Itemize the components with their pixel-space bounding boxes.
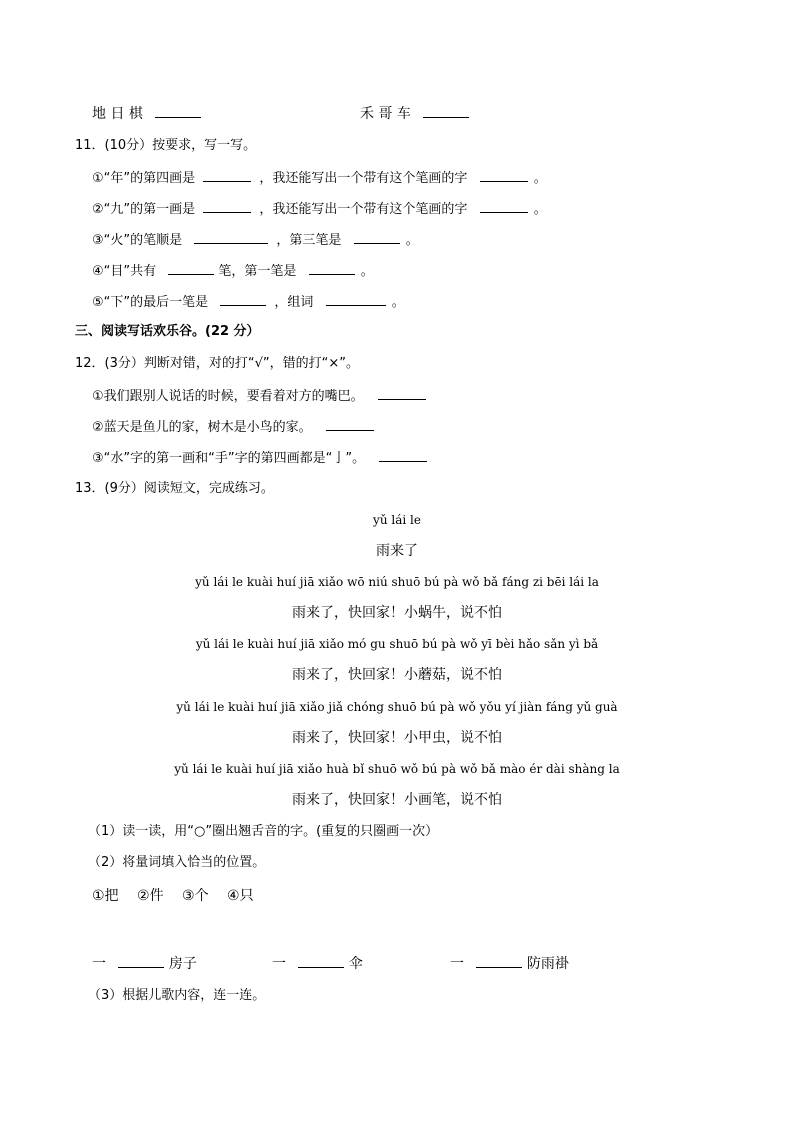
q11-item-2	[92, 198, 547, 220]
q10-left-chars	[92, 103, 201, 124]
option: ①把	[92, 888, 119, 904]
q13-sub3: （3）根据儿歌内容，连一连。	[88, 988, 266, 1003]
answer-blank[interactable]	[220, 291, 266, 306]
q11-title: 11．(10分）按要求，写一写。	[75, 138, 257, 153]
answer-blank[interactable]	[168, 260, 214, 275]
q11-item-text: ④“目”共有	[92, 264, 157, 279]
answer-blank[interactable]	[309, 260, 355, 275]
fill-item-1	[92, 953, 197, 974]
option: ③个	[182, 888, 209, 904]
answer-blank[interactable]	[378, 385, 426, 400]
q10-right-chars	[360, 103, 469, 124]
answer-blank[interactable]	[326, 416, 374, 431]
q12-item-2	[92, 416, 374, 438]
answer-blank[interactable]	[480, 167, 528, 182]
option: ②件	[137, 888, 164, 904]
q11-item-text: ，我还能写出一个带有这个笔画的字	[259, 202, 468, 217]
poem-line-pinyin: yǔ lái le kuài huí jiā xiǎo wō niú shuō bú pà wǒ bǎ fáng zi bēi lái la	[195, 575, 599, 589]
poem-title-pinyin: yǔ lái le	[373, 513, 421, 527]
q13-title: 13．(9分）阅读短文，完成练习。	[75, 481, 274, 496]
answer-blank[interactable]	[476, 953, 522, 968]
poem-line-pinyin: yǔ lái le kuài huí jiā xiǎo mó gu shuō bú pà wǒ yī bèi hǎo sǎn yì bǎ	[195, 637, 599, 651]
q12-item-3	[92, 447, 427, 469]
fill-post: 伞	[348, 956, 363, 972]
q11-item-4	[92, 260, 374, 282]
q11-item-text: 。	[533, 202, 547, 217]
poem-line: 雨来了，快回家！小画笔，说不怕	[292, 792, 502, 808]
q11-item-text: ，第三笔是	[276, 233, 342, 248]
fill-post: 防雨褂	[526, 956, 569, 972]
answer-blank[interactable]	[194, 229, 268, 244]
answer-blank[interactable]	[379, 447, 427, 462]
answer-blank[interactable]	[203, 198, 251, 213]
poem-title: 雨来了	[376, 543, 418, 559]
q11-item-text: 。	[391, 295, 405, 310]
option: ④只	[227, 888, 254, 904]
answer-blank[interactable]	[423, 103, 469, 118]
q11-item-3	[92, 229, 419, 251]
q13-sub1: （1）读一读，用“○”圈出翘舌音的字。(重复的只圈画一次）	[88, 824, 439, 839]
fill-item-2	[272, 953, 363, 974]
q11-item-text: ⑤“下”的最后一笔是	[92, 295, 209, 310]
q11-item-text: 。	[360, 264, 374, 279]
q13-sub2: （2）将量词填入恰当的位置。	[88, 855, 266, 870]
q11-item-1	[92, 167, 547, 189]
answer-blank[interactable]	[118, 953, 164, 968]
q12-item-1	[92, 385, 426, 407]
measure-word-options	[92, 886, 254, 906]
q11-item-text: ③“火”的笔顺是	[92, 233, 183, 248]
q11-item-text: ，组词	[274, 295, 314, 310]
q12-item-text: ①我们跟别人说话的时候，要看着对方的嘴巴。	[92, 389, 364, 404]
poem-line: 雨来了，快回家！小蜗牛，说不怕	[292, 605, 502, 621]
q11-item-text: 。	[405, 233, 419, 248]
q11-item-text: ①“年”的第四画是	[92, 171, 196, 186]
q12-item-text: ③“水”字的第一画和“手”字的第四画都是“亅”。	[92, 451, 366, 466]
q10-right-text: 禾 哥 车	[360, 106, 411, 122]
poem-line: 雨来了，快回家！小蘑菇，说不怕	[292, 667, 502, 683]
fill-post: 房子	[168, 956, 197, 972]
answer-blank[interactable]	[354, 229, 400, 244]
fill-item-3	[450, 953, 569, 974]
q11-item-text: 笔，第一笔是	[218, 264, 297, 279]
q11-item-5	[92, 291, 405, 313]
fill-pre: 一	[450, 956, 464, 972]
fill-pre: 一	[92, 956, 106, 972]
answer-blank[interactable]	[480, 198, 528, 213]
q11-item-text: 。	[533, 171, 547, 186]
q11-item-text: ，我还能写出一个带有这个笔画的字	[259, 171, 468, 186]
section-3-title: 三、阅读写话欢乐谷。(22 分）	[75, 324, 260, 339]
answer-blank[interactable]	[155, 103, 201, 118]
q12-item-text: ②蓝天是鱼儿的家，树木是小鸟的家。	[92, 420, 312, 435]
answer-blank[interactable]	[203, 167, 251, 182]
poem-line-pinyin: yǔ lái le kuài huí jiā xiǎo huà bǐ shuō wǒ bú pà wǒ bǎ mào ér dài shàng la	[174, 762, 620, 776]
q12-title: 12．(3分）判断对错，对的打“√”，错的打“×”。	[75, 356, 360, 371]
q10-left-text: 地 日 棋	[92, 106, 143, 122]
fill-pre: 一	[272, 956, 286, 972]
poem-line: 雨来了，快回家！小甲虫，说不怕	[292, 730, 502, 746]
poem-line-pinyin: yǔ lái le kuài huí jiā xiǎo jiǎ chóng shuō bú pà wǒ yǒu yí jiàn fáng yǔ guà	[176, 700, 618, 714]
answer-blank[interactable]	[326, 291, 386, 306]
q11-item-text: ②“九”的第一画是	[92, 202, 196, 217]
answer-blank[interactable]	[298, 953, 344, 968]
